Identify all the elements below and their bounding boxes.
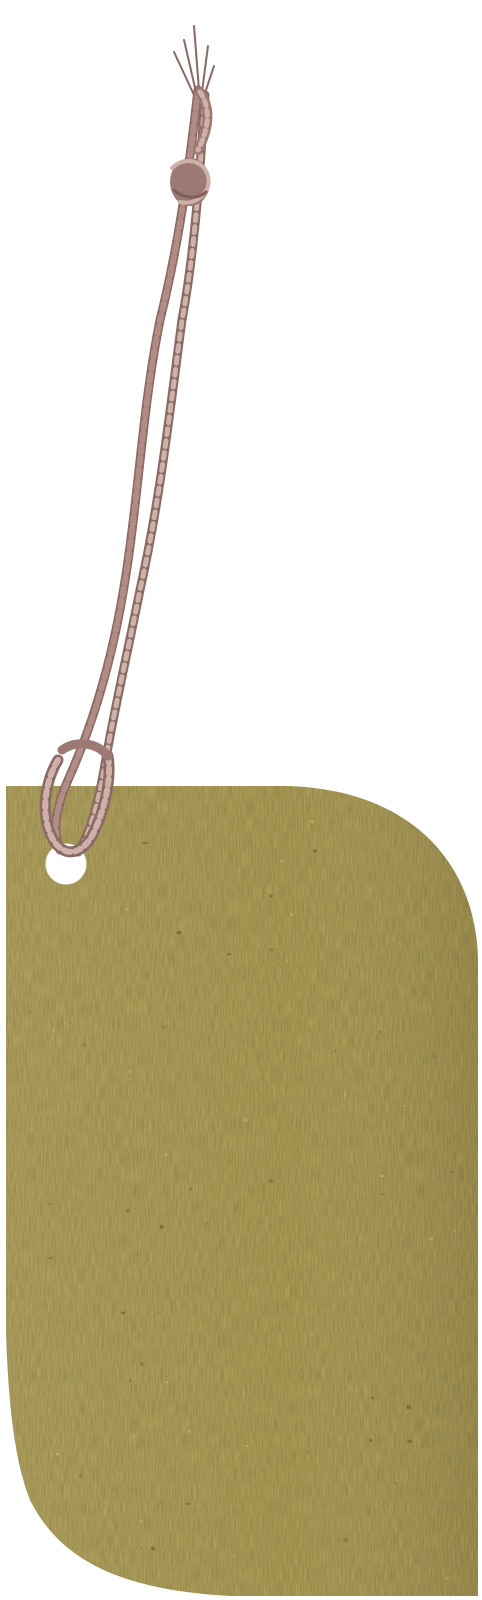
paper-speck (103, 1510, 107, 1514)
paper-speck (429, 1238, 434, 1240)
paper-speck (280, 859, 284, 863)
paper-speck (343, 1538, 349, 1542)
paper-speck (309, 1333, 315, 1335)
paper-speck (138, 1520, 143, 1522)
paper-speck (126, 1209, 129, 1213)
twisted-string (45, 26, 214, 852)
paper-speck (151, 1547, 155, 1551)
string-knot (170, 158, 210, 206)
paper-speck (243, 1119, 248, 1122)
paper-speck (121, 1312, 126, 1314)
paper-speck (176, 931, 181, 935)
paper-speck (299, 1079, 301, 1081)
paper-speck (48, 1257, 53, 1259)
paper-speck (47, 1203, 53, 1205)
paper-speck (344, 1093, 346, 1097)
paper-speck (233, 1556, 234, 1558)
string-strand-left (56, 90, 198, 850)
paper-speck (190, 1188, 192, 1191)
paper-speck (128, 1070, 132, 1073)
paper-speck (269, 894, 274, 898)
paper-speck (300, 1368, 301, 1370)
paper-speck (154, 1315, 156, 1316)
paper-speck (246, 1445, 249, 1447)
paper-speck (380, 1193, 386, 1196)
paper-speck (286, 959, 288, 963)
paper-speck (188, 1430, 190, 1433)
paper-speck (83, 1043, 86, 1047)
paper-speck (163, 1026, 167, 1028)
paper-speck (133, 1435, 135, 1438)
paper-speck (160, 1225, 164, 1229)
paper-speck (380, 1031, 381, 1033)
paper-speck (406, 1405, 411, 1409)
paper-speck (444, 1577, 449, 1580)
paper-speck (142, 842, 148, 844)
paper-speck (434, 1055, 436, 1059)
paper-speck (29, 1011, 32, 1014)
paper-speck (371, 1396, 375, 1399)
paper-speck (204, 1217, 207, 1221)
paper-speck (370, 1439, 373, 1442)
paper-speck (53, 1028, 56, 1032)
paper-speck (313, 849, 317, 853)
paper-speck (270, 949, 275, 952)
paper-speck (70, 1022, 72, 1024)
paper-speck (403, 1105, 406, 1107)
paper-speck (290, 913, 293, 917)
tag-texture (6, 786, 478, 1596)
paper-speck (147, 1258, 149, 1259)
paper-speck (307, 1451, 309, 1454)
paper-speck (407, 1440, 412, 1444)
paper-speck (380, 1175, 384, 1177)
paper-speck (141, 1546, 142, 1548)
paper-speck (186, 1503, 191, 1505)
string-frayed-end (174, 26, 214, 96)
paper-speck (56, 1453, 59, 1456)
paper-speck (79, 1475, 82, 1477)
paper-speck (272, 963, 274, 966)
paper-speck (310, 819, 315, 823)
paper-speck (396, 1482, 397, 1485)
paper-speck (396, 939, 398, 940)
paper-speck (103, 1194, 104, 1195)
paper-speck (164, 1153, 167, 1156)
paper-speck (165, 1381, 168, 1383)
paper-speck (450, 1171, 454, 1173)
paper-speck (268, 1180, 273, 1183)
paper-speck (227, 953, 232, 955)
paper-speck (140, 1362, 144, 1366)
paper-speck (453, 1229, 457, 1232)
paper-speck (129, 1379, 132, 1382)
gift-tag (6, 786, 478, 1596)
paper-speck (335, 1050, 337, 1053)
string-strand-left-light (56, 90, 198, 850)
paper-speck (125, 908, 129, 911)
paper-speck (161, 1501, 163, 1502)
